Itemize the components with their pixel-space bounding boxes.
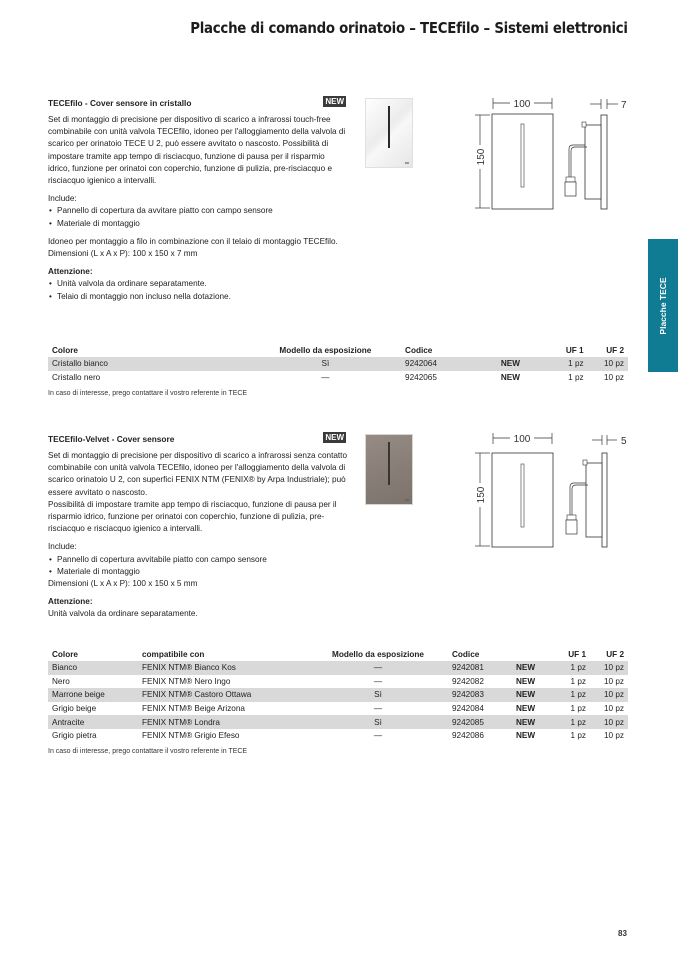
- dimensions: Dimensioni (L x A x P): 100 x 150 x 7 mm: [48, 249, 198, 259]
- cell-model: Sì: [308, 688, 448, 702]
- cell-color: Grigio beige: [52, 704, 97, 714]
- include-item: • Pannello di copertura da avvitare piatto con campo sensore: [48, 205, 348, 217]
- svg-text:150: 150: [476, 486, 487, 504]
- svg-text:150: 150: [476, 148, 487, 166]
- cell-uf1: 1 pz: [570, 731, 586, 741]
- product-1-technical-drawing: [470, 95, 640, 220]
- cell-uf2: 10 pz: [590, 661, 628, 675]
- contact-note: In caso di interesse, prego contattare il vostro referente in TECE: [48, 390, 248, 397]
- product-2-attention: [48, 596, 348, 620]
- col-flag: [512, 647, 552, 661]
- cell-flag: NEW: [516, 704, 536, 714]
- include-item: • Materiale di montaggio: [48, 218, 348, 230]
- cell-code: 9242086: [452, 731, 484, 741]
- attention-item: • Unità valvola da ordinare separatamente.: [48, 278, 348, 290]
- contact-note: In caso di interesse, prego contattare il vostro referente in TECE: [48, 748, 248, 755]
- cell-model: —: [308, 661, 448, 675]
- col-codice: Codice: [452, 649, 480, 659]
- cell-uf1: 1 pz: [568, 372, 584, 382]
- cell-model: Sì: [308, 715, 448, 729]
- cell-compat: FENIX NTM® Londra: [138, 715, 308, 729]
- table-header-row: [48, 647, 628, 661]
- product-2-table: [48, 647, 628, 743]
- product-1-table: [48, 343, 628, 384]
- col-modello: Modello da esposizione: [332, 649, 424, 659]
- col-codice: Codice: [405, 345, 433, 355]
- new-badge: NEW: [325, 97, 344, 106]
- table-row: [48, 675, 628, 689]
- col-uf1: UF 1: [568, 649, 586, 659]
- page-title: Placche di comando orinatoio – TECEfilo – Sistemi elettronici: [190, 19, 628, 37]
- new-badge: NEW: [325, 433, 344, 442]
- attention-item: • Telaio di montaggio non incluso nella dotazione.: [48, 291, 348, 303]
- page-number: 83: [618, 929, 627, 938]
- col-compatibile: compatibile con: [142, 649, 205, 659]
- dimensions: Dimensioni (L x A x P): 100 x 150 x 5 mm: [48, 579, 198, 589]
- product-2-title: TECEfilo-Velvet - Cover sensore: [48, 434, 175, 444]
- product-1-include: [48, 193, 348, 230]
- cell-uf2: 10 pz: [603, 731, 624, 741]
- cell-flag: NEW: [512, 688, 552, 702]
- svg-text:7: 7: [621, 100, 627, 111]
- cell-uf2: 10 pz: [588, 357, 628, 371]
- include-label: Include:: [48, 542, 77, 552]
- table-row: [48, 715, 628, 729]
- logo-mark: [405, 499, 409, 501]
- cell-uf1: 1 pz: [547, 357, 587, 371]
- cell-color: Antracite: [48, 715, 138, 729]
- cell-compat: FENIX NTM® Beige Arizona: [142, 704, 245, 714]
- cell-uf1: 1 pz: [552, 715, 590, 729]
- cell-uf2: 10 pz: [590, 688, 628, 702]
- product-1-mounting: [48, 236, 348, 260]
- attention-label: Attenzione:: [48, 597, 93, 607]
- cell-code: 9242084: [452, 704, 484, 714]
- logo-mark: [405, 162, 409, 164]
- product-1-text: Set di montaggio di precisione per dispositivo di scarico a infrarossi touch-free combinabile con unità valvola TECEfilo, idoneo per l'alloggiamento della valvola di scarico per orinatoio TECE U 2, può essere avvitato o nascosto. Possibilità di impostare tramite app tempo di risciacquo, funzione di pausa per il risparmio idrico, funzione per orinatoi con coperchio, funzione di pulizia, pre-risciacquo e risciacquo igienico a intervalli.: [48, 115, 346, 186]
- cell-uf2: 10 pz: [590, 715, 628, 729]
- col-colore: Colore: [52, 345, 78, 355]
- cell-uf1: 1 pz: [570, 704, 586, 714]
- col-colore: Colore: [52, 649, 78, 659]
- cell-model: —: [373, 704, 383, 714]
- product-1-heading: [48, 97, 348, 111]
- cell-code: 9242082: [452, 676, 484, 686]
- include-item: • Materiale di montaggio: [48, 566, 348, 578]
- col-uf2: UF 2: [606, 345, 624, 355]
- svg-text:5: 5: [621, 436, 627, 447]
- table-row: [48, 702, 628, 716]
- dim-width: 100: [513, 434, 531, 445]
- include-label: Include:: [48, 194, 77, 204]
- cell-model: —: [321, 372, 330, 382]
- table-row: [48, 371, 628, 385]
- cell-code: 9242065: [405, 372, 437, 382]
- sensor-slot: [388, 442, 390, 485]
- cell-color: Cristallo nero: [52, 372, 101, 382]
- cell-model: Sì: [250, 357, 401, 371]
- table-row: [48, 661, 628, 675]
- cell-color: Cristallo bianco: [48, 357, 250, 371]
- cell-flag: NEW: [512, 661, 552, 675]
- cell-uf1: 1 pz: [552, 661, 590, 675]
- cell-compat: FENIX NTM® Castoro Ottawa: [138, 688, 308, 702]
- product-2-text: [48, 450, 348, 535]
- product-1-title: TECEfilo - Cover sensore in cristallo: [48, 98, 192, 108]
- col-flag: [497, 343, 547, 357]
- cell-color: Marrone beige: [48, 688, 138, 702]
- cell-color: Bianco: [48, 661, 138, 675]
- col-modello: Modello da esposizione: [279, 345, 372, 355]
- product-2-technical-drawing: [470, 429, 640, 554]
- product-1-description: [48, 97, 348, 303]
- cell-color: Nero: [52, 676, 70, 686]
- side-tab-label: Placche TECE: [658, 276, 668, 335]
- side-tab-placche-tece[interactable]: [648, 239, 678, 372]
- table-row: [48, 688, 628, 702]
- cell-compat: FENIX NTM® Grigio Efeso: [142, 731, 240, 741]
- cell-uf2: 10 pz: [603, 676, 624, 686]
- mounting-note: Idoneo per montaggio a filo in combinazione con il telaio di montaggio TECEfilo.: [48, 236, 338, 246]
- cell-uf1: 1 pz: [552, 688, 590, 702]
- cell-flag: NEW: [512, 715, 552, 729]
- product-2-text-2: Possibilità di impostare tramite app tempo di risciacquo, funzione di pausa per il risparmio idrico, funzione per orinatoi con coperchio, funzione di pulizia, pre-risciacquo e risciacquo igienico a intervalli.: [48, 499, 337, 534]
- sensor-slot: [388, 106, 390, 148]
- cell-uf2: 10 pz: [603, 372, 624, 382]
- cell-uf2: 10 pz: [603, 704, 624, 714]
- cell-flag: NEW: [516, 731, 536, 741]
- attention-label: Attenzione:: [48, 267, 93, 277]
- product-2-text-1: Set di montaggio di precisione per dispositivo di scarico a infrarossi senza contatto combinabile con unità valvola TECEfilo, idoneo per l'alloggiamento della valvola di scarico orinatoio U 2, con superfici FENIX NTM (FENIX® by Arpa Industriale); può essere avvitato o nascosto.: [48, 451, 347, 497]
- product-1-photo: [365, 98, 413, 168]
- table-header-row: [48, 343, 628, 357]
- attention-text: Unità valvola da ordinare separatamente.: [48, 609, 198, 619]
- cell-flag: NEW: [500, 372, 520, 382]
- cell-flag: NEW: [516, 676, 536, 686]
- cell-code: 9242083: [448, 688, 512, 702]
- table-row: [48, 357, 628, 371]
- cell-flag: NEW: [497, 357, 547, 371]
- cell-code: 9242081: [448, 661, 512, 675]
- product-2-photo: [365, 434, 413, 505]
- product-2-include: [48, 541, 348, 590]
- dim-width: 100: [513, 99, 531, 110]
- include-item: • Pannello di copertura avvitabile piatto con campo sensore: [48, 554, 348, 566]
- cell-model: —: [373, 731, 383, 741]
- product-1-attention: [48, 266, 348, 303]
- cell-model: —: [373, 676, 383, 686]
- cell-color: Grigio pietra: [52, 731, 97, 741]
- product-2-description: [48, 433, 348, 621]
- cell-uf1: 1 pz: [570, 676, 586, 686]
- product-2-heading: [48, 433, 348, 447]
- cell-compat: FENIX NTM® Bianco Kos: [138, 661, 308, 675]
- col-uf1: UF 1: [565, 345, 584, 355]
- cell-code: 9242085: [448, 715, 512, 729]
- col-uf2: UF 2: [606, 649, 624, 659]
- cell-compat: FENIX NTM® Nero Ingo: [142, 676, 231, 686]
- table-row: [48, 729, 628, 743]
- cell-code: 9242064: [401, 357, 497, 371]
